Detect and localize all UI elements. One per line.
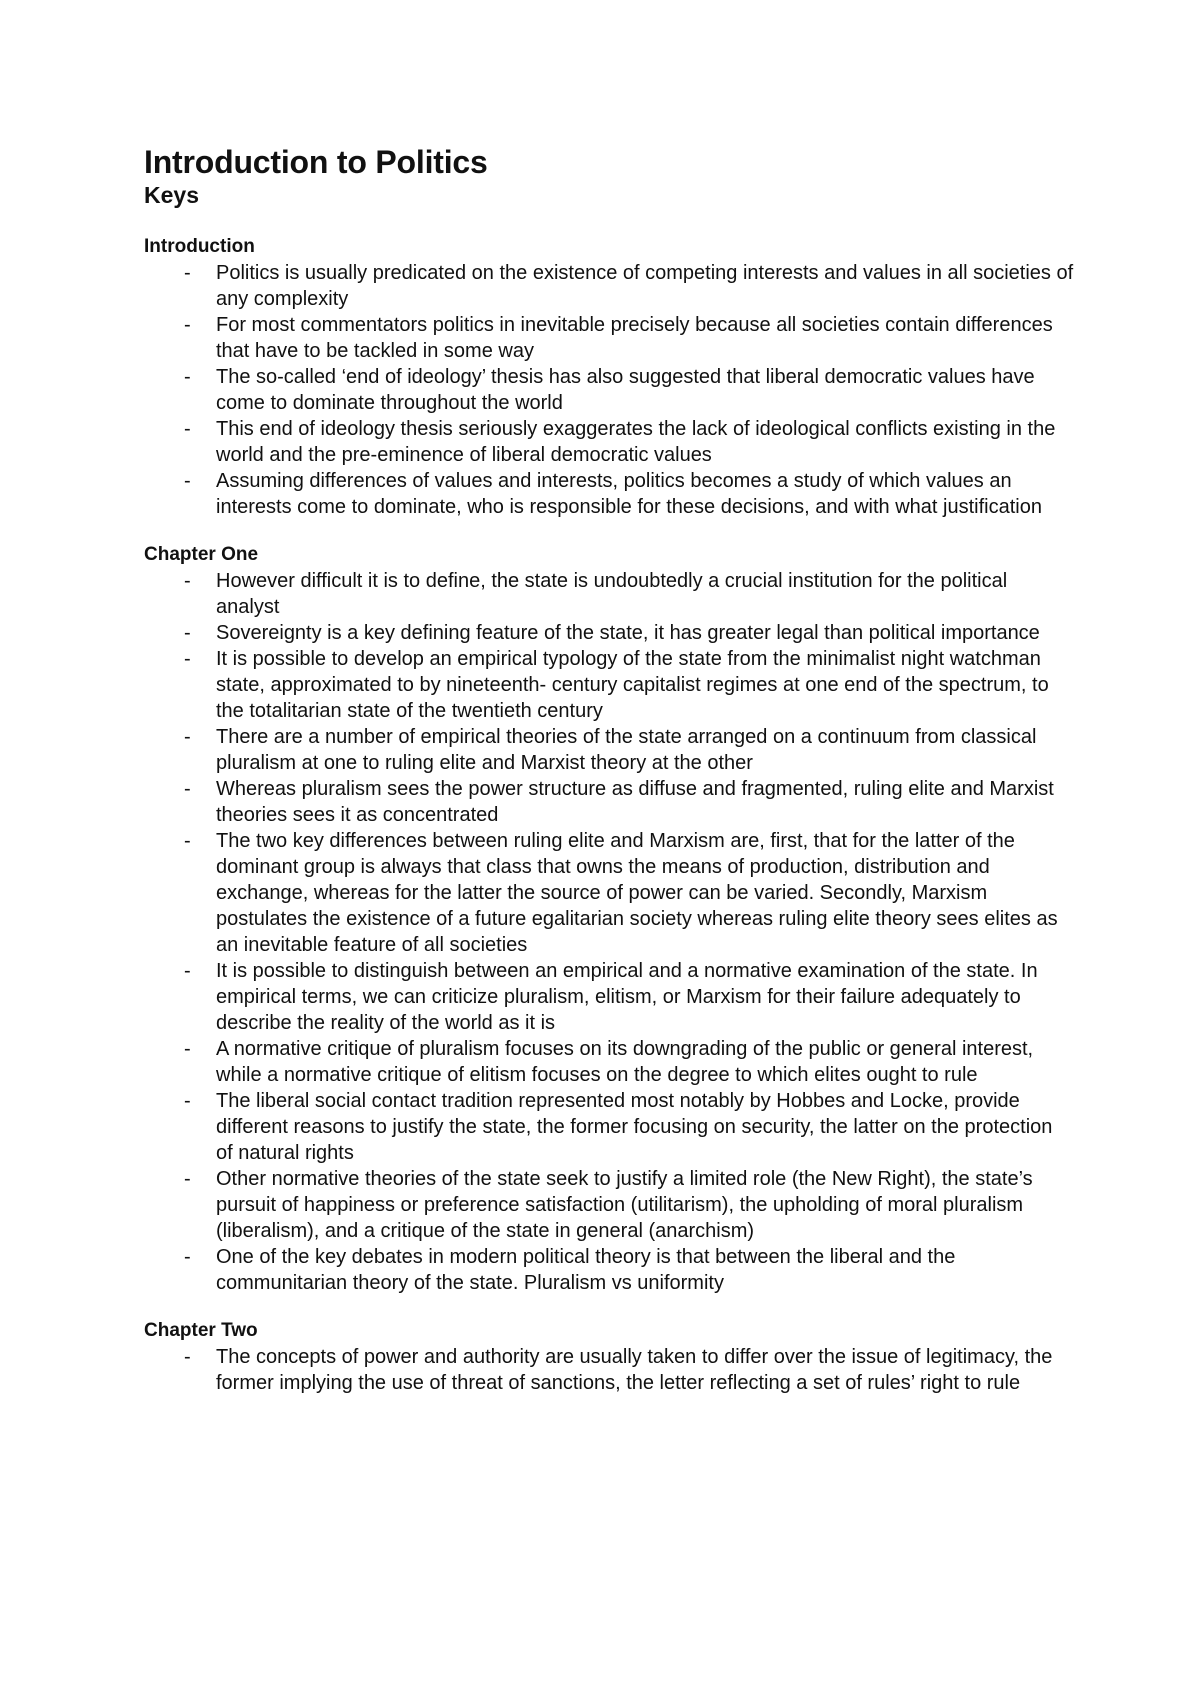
list-item	[144, 724, 1074, 776]
section-heading: Introduction	[144, 236, 255, 257]
dash-bullet-icon: -	[184, 1090, 191, 1112]
list-item	[144, 568, 1074, 620]
dash-bullet-icon: -	[184, 470, 191, 492]
dash-bullet-icon: -	[184, 960, 191, 982]
document-section	[144, 234, 1074, 520]
document-section	[144, 542, 1074, 1296]
section-heading: Chapter Two	[144, 1320, 258, 1341]
document-content	[144, 143, 1074, 1418]
bullet-text: It is possible to develop an empirical typology of the state from the minimalist night watchman state, approximated to by nineteenth- century capitalist regimes at one end of the spectrum, to the totalitarian state of the twentieth century	[216, 648, 1049, 722]
document-title: Introduction to Politics	[144, 144, 488, 180]
dash-bullet-icon: -	[184, 1038, 191, 1060]
list-item	[144, 646, 1074, 724]
bullet-text: There are a number of empirical theories of the state arranged on a continuum from classical pluralism at one to ruling elite and Marxist theory at the other	[216, 726, 1037, 774]
dash-bullet-icon: -	[184, 570, 191, 592]
bullet-text: Whereas pluralism sees the power structure as diffuse and fragmented, ruling elite and Marxist theories sees it as concentrated	[216, 778, 1054, 826]
bullet-list	[144, 568, 1074, 1296]
list-item	[144, 364, 1074, 416]
bullet-text: Assuming differences of values and interests, politics becomes a study of which values an interests come to dominate, who is responsible for these decisions, and with what justification	[216, 470, 1042, 518]
bullet-text: A normative critique of pluralism focuses on its downgrading of the public or general interest, while a normative critique of elitism focuses on the degree to which elites ought to rule	[216, 1038, 1034, 1086]
list-item	[144, 468, 1074, 520]
document-section	[144, 1318, 1074, 1396]
dash-bullet-icon: -	[184, 262, 191, 284]
dash-bullet-icon: -	[184, 726, 191, 748]
dash-bullet-icon: -	[184, 1168, 191, 1190]
dash-bullet-icon: -	[184, 418, 191, 440]
bullet-text: The so-called ‘end of ideology’ thesis has also suggested that liberal democratic values have come to dominate throughout the world	[216, 366, 1035, 414]
list-item	[144, 1244, 1074, 1296]
list-item	[144, 260, 1074, 312]
sections-container	[144, 234, 1074, 1396]
bullet-text: The concepts of power and authority are usually taken to differ over the issue of legitimacy, the former implying the use of threat of sanctions, the letter reflecting a set of rules’ right to rule	[216, 1346, 1053, 1394]
dash-bullet-icon: -	[184, 314, 191, 336]
bullet-text: Politics is usually predicated on the existence of competing interests and values in all societies of any complexity	[216, 262, 1074, 310]
dash-bullet-icon: -	[184, 1346, 191, 1368]
bullet-text: However difficult it is to define, the state is undoubtedly a crucial institution for the political analyst	[216, 570, 1008, 618]
document-subtitle: Keys	[144, 182, 199, 208]
dash-bullet-icon: -	[184, 622, 191, 644]
list-item	[144, 1036, 1074, 1088]
bullet-text: This end of ideology thesis seriously exaggerates the lack of ideological conflicts existing in the world and the pre-eminence of liberal democratic values	[216, 418, 1056, 466]
dash-bullet-icon: -	[184, 778, 191, 800]
dash-bullet-icon: -	[184, 366, 191, 388]
list-item	[144, 776, 1074, 828]
list-item	[144, 312, 1074, 364]
bullet-text: Sovereignty is a key defining feature of the state, it has greater legal than political importance	[216, 622, 1040, 644]
bullet-text: The two key differences between ruling elite and Marxism are, first, that for the latter of the dominant group is always that class that owns the means of production, distribution and exchange, whereas for the latter the source of power can be varied. Secondly, Marxism postulates the existence of a future egalitarian society whereas ruling elite theory sees elites as an inevitable feature of all societies	[216, 830, 1058, 956]
list-item	[144, 1344, 1074, 1396]
list-item	[144, 416, 1074, 468]
bullet-text: One of the key debates in modern political theory is that between the liberal and the communitarian theory of the state. Pluralism vs uniformity	[216, 1246, 956, 1294]
bullet-list	[144, 1344, 1074, 1396]
bullet-list	[144, 260, 1074, 520]
bullet-text: Other normative theories of the state seek to justify a limited role (the New Right), the state’s pursuit of happiness or preference satisfaction (utilitarism), the upholding of moral pluralism (liberalism), and a critique of the state in general (anarchism)	[216, 1168, 1033, 1242]
bullet-text: The liberal social contact tradition represented most notably by Hobbes and Locke, provide different reasons to justify the state, the former focusing on security, the latter on the protection of natural rights	[216, 1090, 1053, 1164]
list-item	[144, 1088, 1074, 1166]
dash-bullet-icon: -	[184, 648, 191, 670]
list-item	[144, 1166, 1074, 1244]
bullet-text: For most commentators politics in inevitable precisely because all societies contain differences that have to be tackled in some way	[216, 314, 1053, 362]
section-heading: Chapter One	[144, 544, 259, 565]
list-item	[144, 958, 1074, 1036]
list-item	[144, 620, 1074, 646]
dash-bullet-icon: -	[184, 830, 191, 852]
dash-bullet-icon: -	[184, 1246, 191, 1268]
bullet-text: It is possible to distinguish between an empirical and a normative examination of the state. In empirical terms, we can criticize pluralism, elitism, or Marxism for their failure adequately to describe the reality of the world as it is	[216, 960, 1038, 1034]
list-item	[144, 828, 1074, 958]
